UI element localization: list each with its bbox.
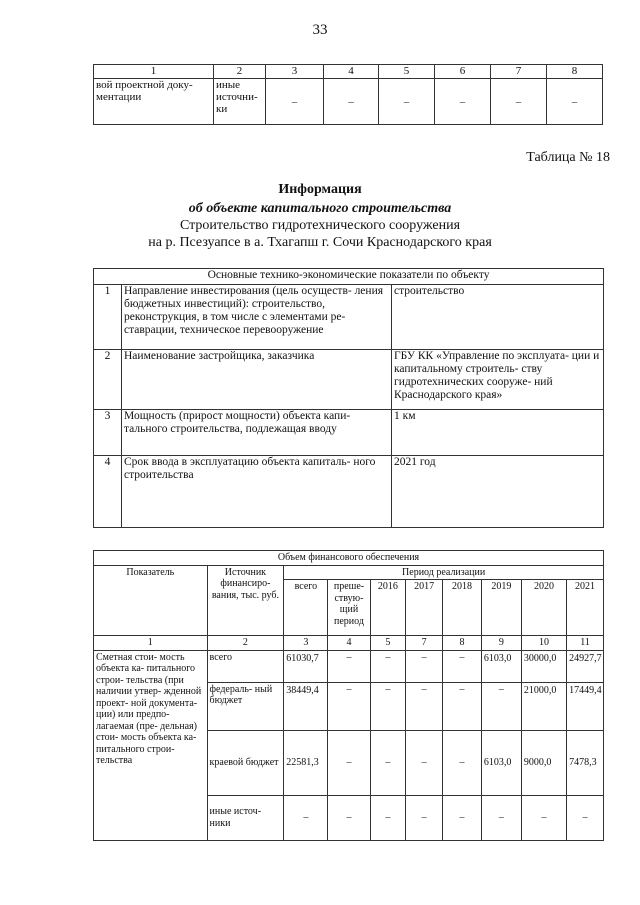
col-number: 9 <box>481 636 521 651</box>
subcol-2021: 2021 <box>567 580 604 636</box>
heading-title: Информация <box>278 182 362 197</box>
continuation-table <box>93 64 603 125</box>
source-label: иные источ- ники <box>207 795 284 840</box>
value-cell: 30000,0 <box>521 650 566 682</box>
col-number: 11 <box>567 636 604 651</box>
value-cell: 38449,4 <box>284 682 328 730</box>
col-number: 4 <box>328 636 370 651</box>
value-cell: 6103,0 <box>481 650 521 682</box>
col-number: 10 <box>521 636 566 651</box>
page-number: 33 <box>312 22 328 38</box>
value-cell: 17449,4 <box>567 682 604 730</box>
col-number: 1 <box>94 636 208 651</box>
indicator-description: Сметная стои- мость объекта ка- питального строи- тельства (при наличии утвер- жденной проект- ной документа- ции) или предпо- лагаемая (пре- дельная) стои- мость объекта ка- питального строи- тельства <box>94 650 208 840</box>
value-cell: – <box>406 682 443 730</box>
row-value: строительство <box>392 285 604 350</box>
value-cell: – <box>370 650 406 682</box>
source-label: федераль- ный бюджет <box>207 682 284 730</box>
subcol-previous: преше- ствую- щий период <box>328 580 370 636</box>
col-number: 3 <box>284 636 328 651</box>
subcol-2020: 2020 <box>521 580 566 636</box>
header-cell: 3 <box>266 65 324 79</box>
value-cell: – <box>547 79 603 125</box>
row-label: вой проектной доку- ментации <box>94 79 214 125</box>
source-label: иные источни- ки <box>214 79 266 125</box>
col-number: 5 <box>370 636 406 651</box>
heading-subtitle: об объекте капитального строительства <box>188 201 452 216</box>
row-label: Направление инвестирования (цель осуществ- ления бюджетных инвестиций): строительство, реконструкция, в том числе с элементами ре- ставрации, техническое перевооружение <box>122 285 392 350</box>
value-cell: 6103,0 <box>481 730 521 795</box>
row-value: 1 км <box>392 410 604 456</box>
row-number: 1 <box>94 285 122 350</box>
value-cell: 24927,7 <box>567 650 604 682</box>
value-cell: – <box>370 795 406 840</box>
financing-header: Объем финансового обеспечения <box>94 551 604 566</box>
value-cell: – <box>567 795 604 840</box>
value-cell: 9000,0 <box>521 730 566 795</box>
row-label: Наименование застройщика, заказчика <box>122 350 392 410</box>
indicators-table <box>93 268 604 528</box>
source-column-header: Источник финансиро- вания, тыс. руб. <box>207 565 284 636</box>
subcol-total: всего <box>284 580 328 636</box>
value-cell: – <box>324 79 379 125</box>
object-location: на р. Псезуапсе в а. Тхагапш г. Сочи Краснодарского края <box>148 235 492 250</box>
subcol-2016: 2016 <box>370 580 406 636</box>
header-cell: 1 <box>94 65 214 79</box>
source-label: краевой бюджет <box>207 730 284 795</box>
col-number: 2 <box>207 636 284 651</box>
value-cell: – <box>443 650 482 682</box>
value-cell: – <box>328 795 370 840</box>
row-number: 2 <box>94 350 122 410</box>
header-cell: 4 <box>324 65 379 79</box>
value-cell: – <box>443 730 482 795</box>
header-cell: 2 <box>214 65 266 79</box>
col-number: 7 <box>406 636 443 651</box>
subcol-2019: 2019 <box>481 580 521 636</box>
value-cell: – <box>406 730 443 795</box>
value-cell: 22581,3 <box>284 730 328 795</box>
subcol-2018: 2018 <box>443 580 482 636</box>
value-cell: – <box>328 730 370 795</box>
value-cell: – <box>521 795 566 840</box>
period-header: Период реализации <box>284 565 604 580</box>
object-name: Строительство гидротехнического сооружения <box>179 218 461 233</box>
value-cell: – <box>443 795 482 840</box>
value-cell: – <box>481 795 521 840</box>
indicator-column-header: Показатель <box>94 565 208 636</box>
col-number: 8 <box>443 636 482 651</box>
value-cell: – <box>443 682 482 730</box>
indicators-header: Основные технико-экономические показатели по объекту <box>94 269 604 285</box>
value-cell: – <box>284 795 328 840</box>
value-cell: – <box>328 650 370 682</box>
financing-table <box>93 550 604 841</box>
value-cell: – <box>406 795 443 840</box>
value-cell: – <box>328 682 370 730</box>
header-cell: 8 <box>547 65 603 79</box>
row-label: Срок ввода в эксплуатацию объекта капиталь- ного строительства <box>122 456 392 528</box>
value-cell: – <box>435 79 491 125</box>
value-cell: – <box>370 730 406 795</box>
value-cell: 21000,0 <box>521 682 566 730</box>
value-cell: – <box>266 79 324 125</box>
row-label: Мощность (прирост мощности) объекта капи- тального строительства, подлежащая вводу <box>122 410 392 456</box>
row-number: 4 <box>94 456 122 528</box>
value-cell: – <box>370 682 406 730</box>
header-cell: 5 <box>379 65 435 79</box>
value-cell: – <box>481 682 521 730</box>
value-cell: 61030,7 <box>284 650 328 682</box>
source-label: всего <box>207 650 284 682</box>
row-number: 3 <box>94 410 122 456</box>
header-cell: 6 <box>435 65 491 79</box>
value-cell: – <box>406 650 443 682</box>
value-cell: – <box>491 79 547 125</box>
value-cell: 7478,3 <box>567 730 604 795</box>
subcol-2017: 2017 <box>406 580 443 636</box>
row-value: ГБУ КК «Управление по эксплуата- ции и капитальному строитель- ству гидротехнических сооруже- ний Краснодарского края» <box>392 350 604 410</box>
value-cell: – <box>379 79 435 125</box>
table-number: Таблица № 18 <box>526 150 610 165</box>
header-cell: 7 <box>491 65 547 79</box>
row-value: 2021 год <box>392 456 604 528</box>
